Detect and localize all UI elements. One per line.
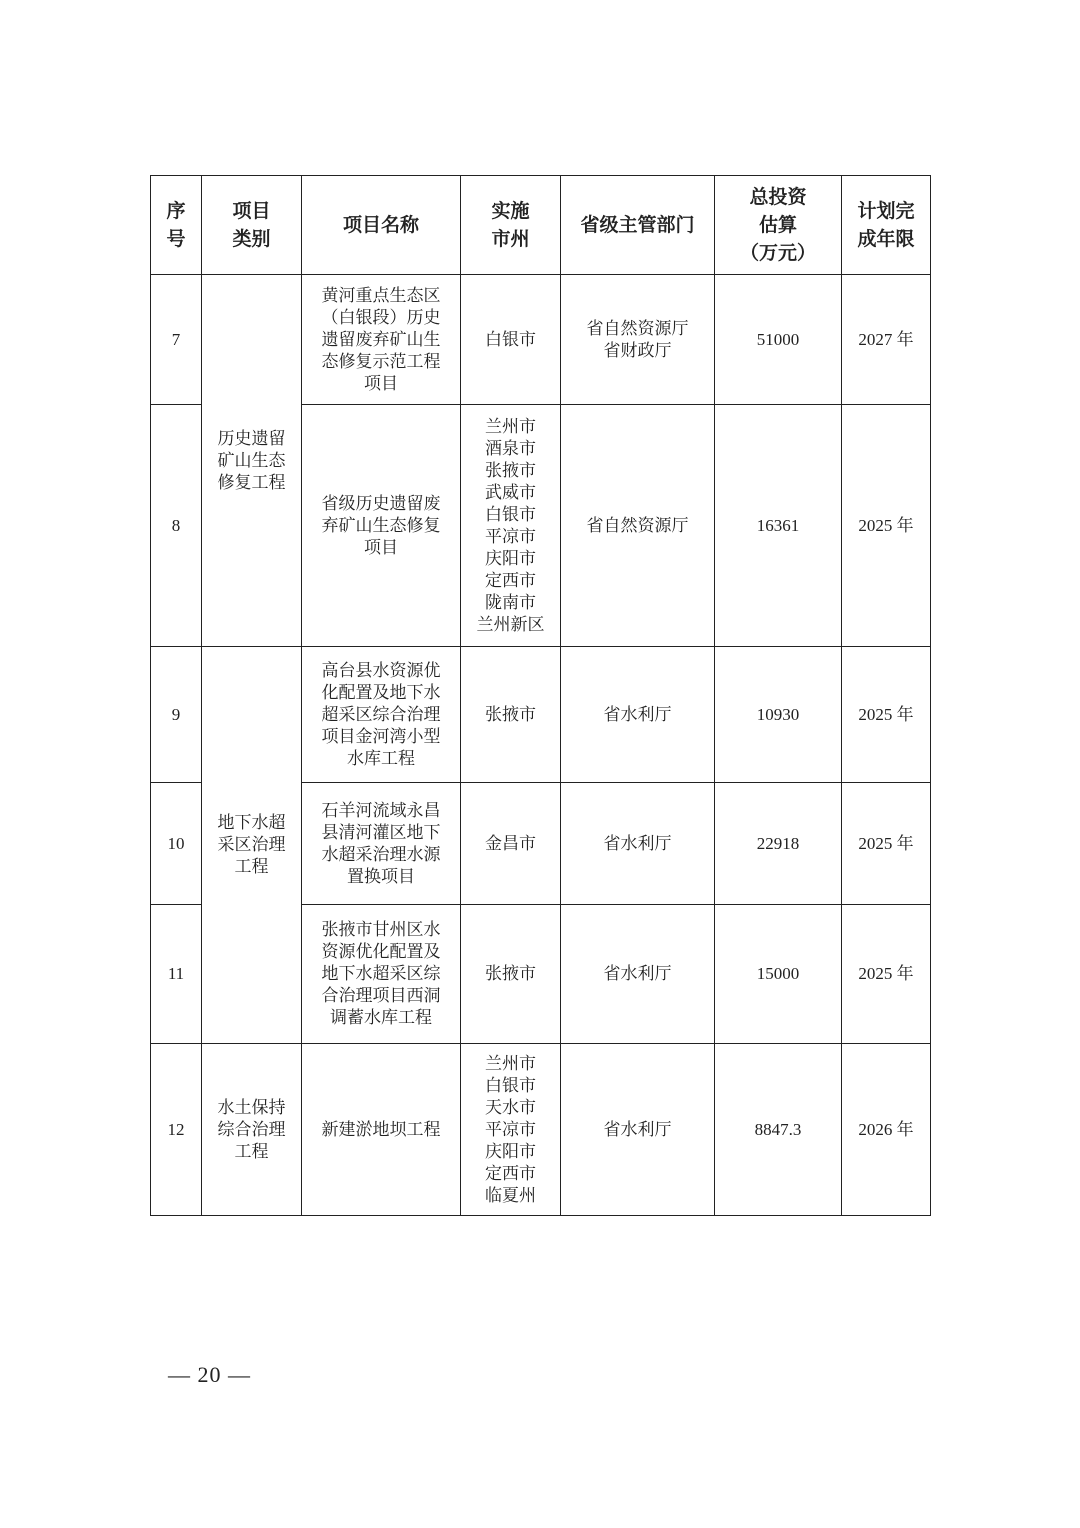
table-row xyxy=(151,275,931,405)
header-name: 项目名称 xyxy=(302,176,461,275)
row-deadline: 2025 年 xyxy=(842,405,931,647)
header-investment: 总投资 估算 （万元） xyxy=(715,176,842,275)
project-table xyxy=(150,175,931,1216)
row-deadline: 2026 年 xyxy=(842,1044,931,1216)
row-investment: 51000 xyxy=(715,275,842,405)
row-dept: 省水利厅 xyxy=(561,647,715,783)
row-seq: 11 xyxy=(151,905,202,1044)
row-deadline: 2025 年 xyxy=(842,783,931,905)
row-name: 石羊河流域永昌 县清河灌区地下 水超采治理水源 置换项目 xyxy=(302,783,461,905)
row-investment: 22918 xyxy=(715,783,842,905)
table-row xyxy=(151,647,931,783)
row-seq: 9 xyxy=(151,647,202,783)
row-seq: 7 xyxy=(151,275,202,405)
row-city: 金昌市 xyxy=(461,783,561,905)
row-city: 兰州市 白银市 天水市 平凉市 庆阳市 定西市 临夏州 xyxy=(461,1044,561,1216)
row-dept: 省水利厅 xyxy=(561,905,715,1044)
header-dept: 省级主管部门 xyxy=(561,176,715,275)
row-investment: 15000 xyxy=(715,905,842,1044)
row-dept: 省水利厅 xyxy=(561,1044,715,1216)
page-number: — 20 — xyxy=(168,1362,251,1387)
category-cell: 历史遗留 矿山生态 修复工程 xyxy=(202,275,302,647)
header-city: 实施 市州 xyxy=(461,176,561,275)
row-name: 黄河重点生态区 （白银段）历史 遗留废弃矿山生 态修复示范工程 项目 xyxy=(302,275,461,405)
header-seq: 序 号 xyxy=(151,176,202,275)
row-name: 省级历史遗留废 弃矿山生态修复 项目 xyxy=(302,405,461,647)
row-dept: 省自然资源厅 xyxy=(561,405,715,647)
row-name: 新建淤地坝工程 xyxy=(302,1044,461,1216)
row-city: 兰州市 酒泉市 张掖市 武威市 白银市 平凉市 庆阳市 定西市 陇南市 兰州新区 xyxy=(461,405,561,647)
row-seq: 8 xyxy=(151,405,202,647)
header-row xyxy=(151,176,931,275)
row-name: 高台县水资源优 化配置及地下水 超采区综合治理 项目金河湾小型 水库工程 xyxy=(302,647,461,783)
row-deadline: 2027 年 xyxy=(842,275,931,405)
row-investment: 8847.3 xyxy=(715,1044,842,1216)
header-category: 项目 类别 xyxy=(202,176,302,275)
row-deadline: 2025 年 xyxy=(842,905,931,1044)
row-city: 张掖市 xyxy=(461,905,561,1044)
row-deadline: 2025 年 xyxy=(842,647,931,783)
row-city: 张掖市 xyxy=(461,647,561,783)
header-deadline: 计划完 成年限 xyxy=(842,176,931,275)
row-investment: 10930 xyxy=(715,647,842,783)
row-city: 白银市 xyxy=(461,275,561,405)
row-seq: 12 xyxy=(151,1044,202,1216)
row-seq: 10 xyxy=(151,783,202,905)
row-investment: 16361 xyxy=(715,405,842,647)
row-dept: 省自然资源厅 省财政厅 xyxy=(561,275,715,405)
category-cell: 地下水超 采区治理 工程 xyxy=(202,647,302,1044)
table-row xyxy=(151,1044,931,1216)
category-cell: 水土保持 综合治理 工程 xyxy=(202,1044,302,1216)
row-name: 张掖市甘州区水 资源优化配置及 地下水超采区综 合治理项目西洞 调蓄水库工程 xyxy=(302,905,461,1044)
row-dept: 省水利厅 xyxy=(561,783,715,905)
